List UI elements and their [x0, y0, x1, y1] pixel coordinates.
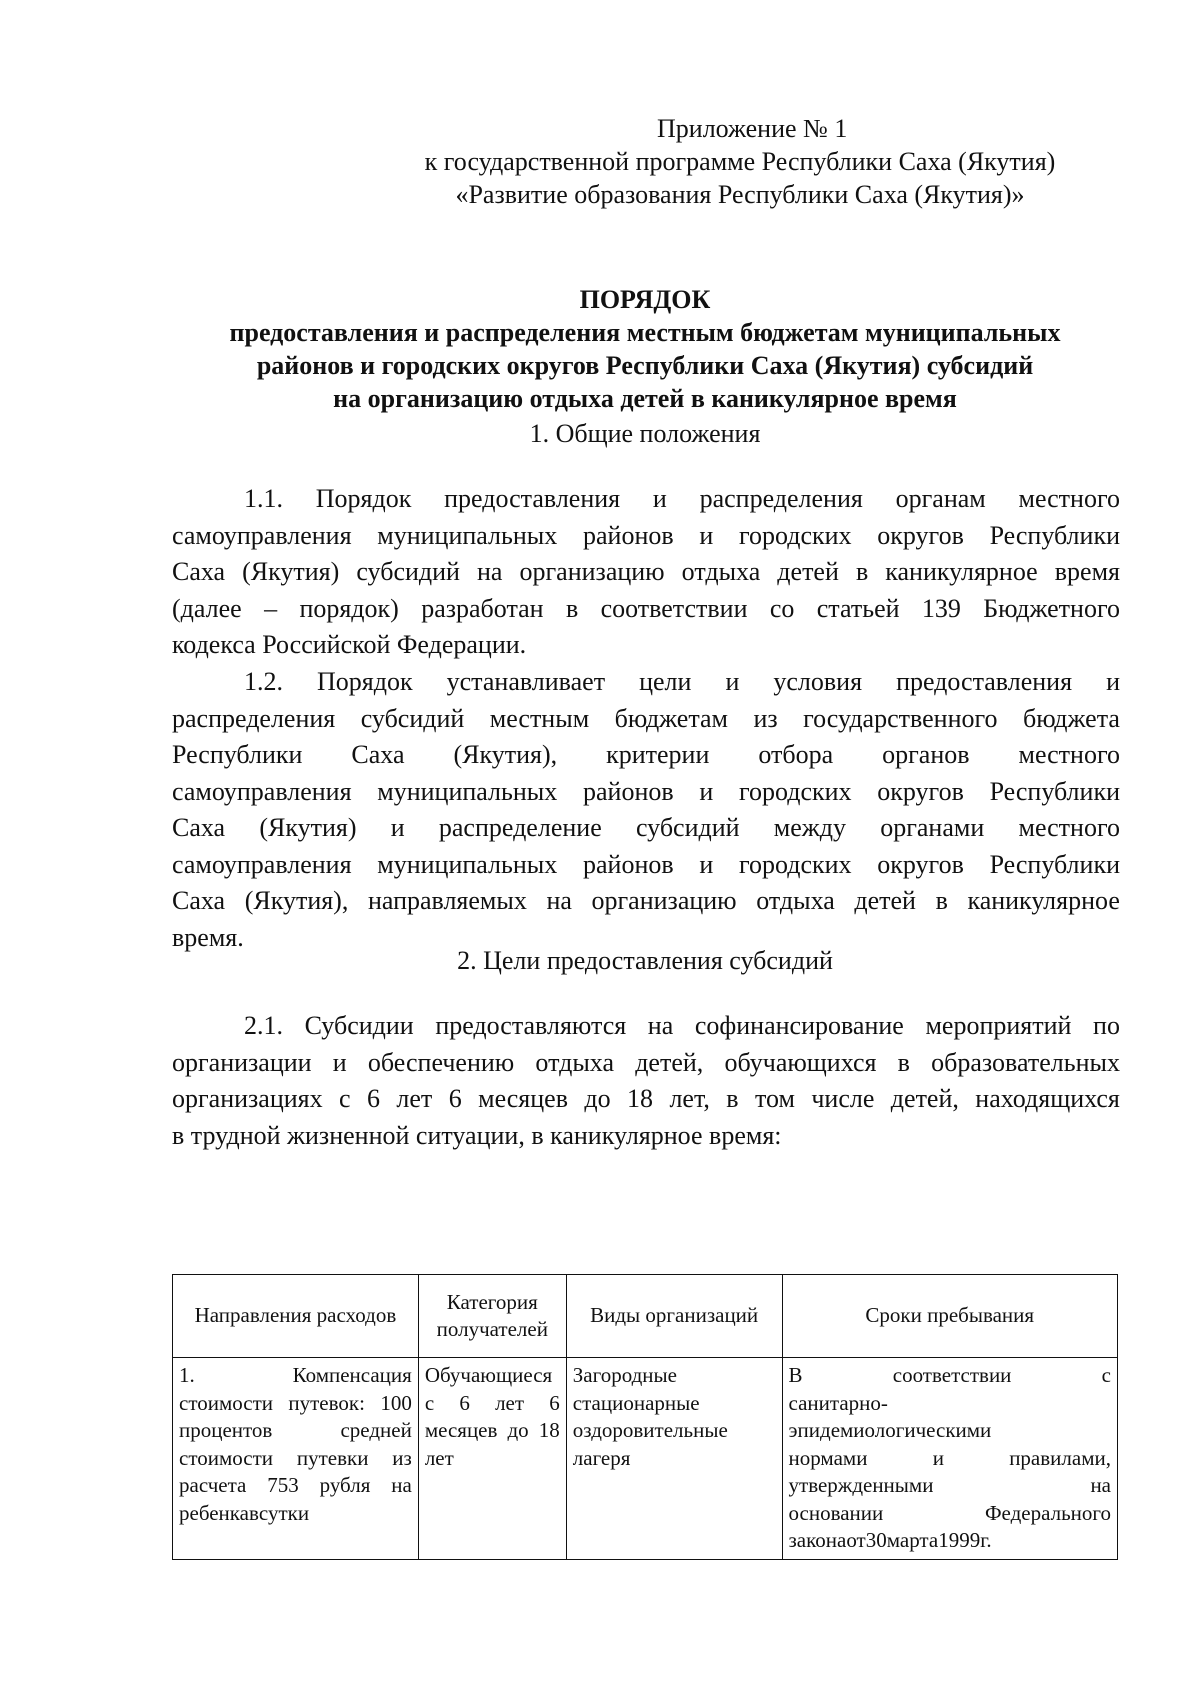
text-word: до	[507, 1418, 529, 1442]
table-header-cell: Виды организаций	[566, 1275, 782, 1358]
text-word: обучающихся	[724, 1047, 877, 1077]
text-word: органам	[895, 484, 986, 513]
text-word: с	[1101, 1363, 1111, 1387]
text-word: в	[565, 593, 579, 623]
paragraph-line	[172, 481, 1120, 518]
text-word: каникулярное	[967, 886, 1120, 915]
paragraph-line	[172, 1081, 1120, 1118]
text-word: правилами,	[1009, 1445, 1111, 1470]
text-word: муниципальных	[377, 776, 558, 806]
paragraph-line	[172, 1045, 1120, 1082]
text-word: рубля	[319, 1473, 371, 1497]
text-word: В	[788, 1363, 803, 1387]
text-word: на	[477, 557, 503, 586]
text-word: 2.1.	[244, 1011, 283, 1040]
text-word: (Якутия)	[259, 813, 357, 842]
text-word: со	[769, 593, 795, 623]
text-word: устанавливает	[446, 667, 606, 696]
paragraph-line	[172, 774, 1120, 811]
text-word: условия	[773, 667, 863, 696]
cell-line	[179, 1500, 412, 1528]
text-word: в	[935, 886, 948, 915]
text-word: и	[932, 1445, 944, 1470]
text-word: на	[647, 1011, 674, 1040]
text-word: разработан	[421, 593, 544, 623]
cell-line	[179, 1362, 412, 1390]
text-word: направляемых	[367, 886, 527, 915]
text-word: от	[846, 1528, 866, 1552]
cell-line	[789, 1472, 1111, 1500]
text-word: муниципальных	[377, 849, 558, 879]
text-word: субсидий	[356, 557, 460, 586]
text-word: софинансирование	[694, 1011, 904, 1040]
text-word: органов	[882, 740, 970, 769]
text-word: время:	[709, 1120, 782, 1150]
text-word: предоставления	[896, 667, 1073, 696]
text-word: распределение	[438, 813, 602, 842]
text-word: (далее	[172, 593, 242, 623]
text-word: соответствии	[892, 1363, 1012, 1387]
text-word: самоуправления	[172, 776, 352, 806]
text-word: порядок)	[299, 593, 399, 623]
text-word: из	[753, 703, 778, 733]
text-word: Саха	[172, 813, 226, 842]
text-word: стационарные	[572, 1390, 700, 1415]
text-word: оздоровительные	[572, 1418, 728, 1442]
text-word: 18	[627, 1084, 654, 1113]
text-word: из	[392, 1445, 412, 1470]
cell-line	[179, 1445, 412, 1473]
text-word: обеспечению	[367, 1047, 515, 1077]
text-word: в	[855, 557, 869, 586]
text-word: расчета	[179, 1473, 247, 1497]
paragraph-line	[172, 737, 1120, 774]
text-word: городских	[738, 776, 852, 806]
text-word: местного	[1018, 740, 1120, 769]
text-word: округов	[877, 520, 964, 550]
text-word: том	[754, 1084, 795, 1113]
text-word: в	[897, 1047, 910, 1077]
text-word: районов	[582, 520, 674, 550]
text-word: по	[1093, 1011, 1120, 1040]
text-word: закона	[788, 1528, 847, 1552]
text-word: и	[699, 776, 714, 806]
cell-line	[179, 1472, 412, 1500]
text-word: Порядок	[317, 667, 413, 696]
table-header-cell: Категория получателей	[418, 1275, 566, 1358]
text-word: бюджета	[1022, 703, 1120, 733]
cell-line	[179, 1390, 412, 1418]
table-cell	[418, 1358, 566, 1560]
text-word: (Якутия),	[244, 886, 349, 915]
section-2-heading: 2. Цели предоставления субсидий	[457, 946, 833, 975]
text-word: ситуации,	[415, 1120, 532, 1150]
text-word: бюджетам	[614, 703, 729, 733]
cell-line	[573, 1362, 776, 1390]
text-word: детей	[777, 557, 839, 586]
text-word: городских	[738, 520, 852, 550]
text-word: городских	[738, 849, 852, 879]
text-word: и	[1106, 667, 1120, 696]
paragraph-line	[172, 1118, 1120, 1155]
text-word: месяцев	[424, 1418, 498, 1442]
table-cell	[782, 1358, 1117, 1560]
paragraph-line	[172, 847, 1120, 884]
text-word: и	[652, 484, 667, 513]
text-word: Республики	[172, 740, 303, 769]
text-word: распределения	[699, 484, 863, 513]
text-word: 6	[549, 1390, 560, 1415]
text-word: местным	[489, 703, 590, 733]
cell-line	[573, 1445, 776, 1473]
text-word: субсидий	[635, 813, 740, 842]
text-word: муниципальных	[377, 520, 558, 550]
text-word: субсидий	[360, 703, 465, 733]
text-word: детей,	[890, 1084, 959, 1113]
text-word: трудной	[190, 1120, 288, 1150]
table-cell	[173, 1358, 419, 1560]
text-word: путевок:	[288, 1390, 365, 1415]
paragraph-line	[172, 701, 1120, 738]
paragraph-line	[172, 1008, 1120, 1045]
text-word: 18	[538, 1418, 560, 1442]
text-word: марта	[886, 1528, 939, 1552]
text-word: путевки	[296, 1445, 369, 1470]
text-word: лагеря	[572, 1445, 631, 1470]
text-word: Республики	[989, 776, 1120, 806]
text-word: организацию	[591, 886, 737, 915]
text-word: 1999	[938, 1528, 981, 1552]
text-word: местного	[1018, 813, 1120, 842]
text-word: каникулярное	[885, 557, 1038, 586]
cell-line	[789, 1417, 1111, 1445]
text-word: Загородные	[572, 1363, 677, 1387]
text-word: 6	[448, 1084, 462, 1113]
text-word: 6	[367, 1084, 380, 1113]
paragraph-line	[172, 810, 1120, 847]
text-word: Саха	[351, 740, 405, 769]
text-word: Республики	[989, 520, 1120, 550]
text-word: Саха	[172, 886, 226, 915]
appendix-header	[360, 112, 1120, 211]
text-word: каникулярное	[550, 1120, 710, 1150]
paragraph-1-2	[172, 664, 1120, 956]
text-word: ребенка	[179, 1500, 249, 1525]
text-word: 30	[865, 1528, 887, 1552]
text-word: отдыха	[756, 886, 835, 915]
text-word: находящихся	[975, 1084, 1120, 1113]
text-word: Федерации.	[396, 630, 527, 659]
table-cell	[566, 1358, 782, 1560]
table-row	[173, 1358, 1118, 1560]
text-word: Порядок	[315, 484, 412, 513]
cell-line	[425, 1362, 560, 1390]
text-word: 1.2.	[244, 667, 283, 696]
paragraph-line	[172, 664, 1120, 701]
text-word: сутки	[258, 1500, 310, 1525]
text-word: организации	[172, 1047, 312, 1077]
text-word: самоуправления	[172, 849, 352, 879]
table-header-row	[173, 1275, 1118, 1358]
text-word: Компенсация	[292, 1363, 412, 1387]
text-word: районов	[582, 849, 674, 879]
text-word: стоимости	[179, 1390, 274, 1415]
cell-line	[789, 1500, 1111, 1528]
text-word: в	[726, 1084, 739, 1113]
text-word: лет	[495, 1390, 525, 1415]
text-word: 753	[267, 1473, 299, 1497]
text-word: кодекса	[172, 630, 263, 659]
text-word: отдыха	[681, 557, 761, 586]
text-word: отбора	[758, 740, 834, 769]
text-word: самоуправления	[172, 520, 352, 550]
text-word: с	[424, 1390, 435, 1415]
cell-line	[789, 1362, 1111, 1390]
text-word: и	[332, 1047, 347, 1077]
text-word: Республики	[989, 849, 1120, 879]
cell-line	[789, 1390, 1111, 1418]
appendix-program-name: «Развитие образования Республики Саха (Якутия)»	[455, 180, 1025, 209]
text-word: Субсидии	[304, 1011, 414, 1040]
text-word: числе	[811, 1084, 875, 1113]
cell-line	[789, 1445, 1111, 1473]
text-word: (Якутия),	[453, 740, 558, 769]
title-line-3: районов и городских округов Республики Саха (Якутия) субсидий	[256, 351, 1034, 380]
text-word: округов	[877, 849, 964, 879]
text-word: на	[546, 886, 572, 915]
cell-line	[425, 1445, 560, 1473]
text-word: местного	[1018, 484, 1120, 513]
text-word: образовательных	[931, 1047, 1120, 1077]
text-word: организациях	[172, 1084, 323, 1113]
text-word: санитарно-	[788, 1390, 888, 1415]
text-word: критерии	[606, 740, 710, 769]
text-word: основании	[788, 1500, 884, 1525]
text-word: процентов	[179, 1418, 273, 1442]
text-word: месяцев	[478, 1084, 568, 1113]
text-word: (Якутия)	[242, 557, 340, 586]
section-1-heading: 1. Общие положения	[529, 419, 761, 448]
text-word: и	[699, 849, 714, 879]
table-header-cell: Направления расходов	[173, 1275, 419, 1358]
appendix-program: к государственной программе Республики Саха (Якутия)	[424, 147, 1056, 176]
text-word: Российской	[262, 630, 397, 659]
text-word: районов	[582, 776, 674, 806]
text-word: лет	[396, 1084, 433, 1113]
text-word: на	[1090, 1473, 1111, 1497]
text-word: органами	[880, 813, 985, 842]
text-word: государственного	[803, 703, 998, 733]
cell-line	[573, 1417, 776, 1445]
title-line-4: на организацию отдыха детей в каникулярное время	[333, 384, 957, 413]
text-word: детей,	[635, 1047, 704, 1077]
text-word: детей	[854, 886, 916, 915]
text-word: лет	[424, 1445, 454, 1470]
text-word: округов	[877, 776, 964, 806]
text-word: до	[584, 1084, 611, 1113]
text-word: нормами	[788, 1445, 868, 1470]
cell-line	[573, 1390, 776, 1418]
text-word: в	[172, 1120, 191, 1150]
text-word: с	[339, 1084, 351, 1113]
text-word: утвержденными	[788, 1473, 934, 1497]
text-word: 139	[921, 593, 961, 623]
table-header-cell: Сроки пребывания	[782, 1275, 1117, 1358]
cell-line	[179, 1417, 412, 1445]
text-word: средней	[340, 1418, 412, 1442]
text-word: и	[699, 520, 714, 550]
text-word: в	[249, 1500, 259, 1525]
text-word: предоставления	[444, 484, 621, 513]
text-word: время.	[172, 922, 244, 952]
text-word: г.	[980, 1528, 992, 1552]
text-word: Саха	[172, 557, 226, 586]
cell-line	[425, 1417, 560, 1445]
text-word: 1.	[179, 1363, 195, 1387]
text-word: –	[264, 593, 278, 623]
text-word: 1.1.	[244, 484, 283, 513]
text-word: на	[391, 1473, 412, 1497]
text-word: Бюджетного	[983, 593, 1120, 623]
text-word: эпидемиологическими	[788, 1418, 992, 1442]
text-word: соответствии	[600, 593, 748, 623]
text-word: время	[1054, 557, 1120, 586]
text-word: и	[390, 813, 405, 842]
appendix-number: Приложение № 1	[657, 114, 848, 143]
paragraph-line	[172, 591, 1120, 628]
text-word: стоимости	[179, 1445, 274, 1470]
text-word: цели	[639, 667, 692, 696]
title-main: ПОРЯДОК	[579, 285, 711, 314]
document-title	[170, 283, 1120, 415]
text-word: распределения	[172, 703, 336, 733]
cell-line	[425, 1390, 560, 1418]
text-word: предоставляются	[435, 1011, 627, 1040]
text-word: статьей	[816, 593, 900, 623]
text-word: и	[725, 667, 740, 696]
text-word: между	[773, 813, 846, 842]
paragraph-line	[172, 627, 1120, 664]
text-word: мероприятий	[925, 1011, 1072, 1040]
paragraph-line	[172, 883, 1120, 920]
text-word: отдыха	[535, 1047, 614, 1077]
paragraph-line	[172, 554, 1120, 591]
text-word: лет,	[669, 1084, 710, 1113]
cell-line	[789, 1527, 1111, 1555]
text-word: в	[531, 1120, 551, 1150]
text-word: Обучающиеся	[424, 1363, 553, 1387]
text-word: Федерального	[984, 1500, 1111, 1525]
text-word: организацию	[519, 557, 665, 586]
text-word: жизненной	[287, 1120, 416, 1150]
expenses-table	[172, 1274, 1118, 1560]
text-word: 6	[459, 1390, 470, 1415]
paragraph-2-1	[172, 1008, 1120, 1154]
text-word: 100	[380, 1390, 412, 1415]
paragraph-line	[172, 518, 1120, 555]
paragraph-1-1	[172, 481, 1120, 664]
title-line-2: предоставления и распределения местным бюджетам муниципальных	[229, 318, 1061, 347]
